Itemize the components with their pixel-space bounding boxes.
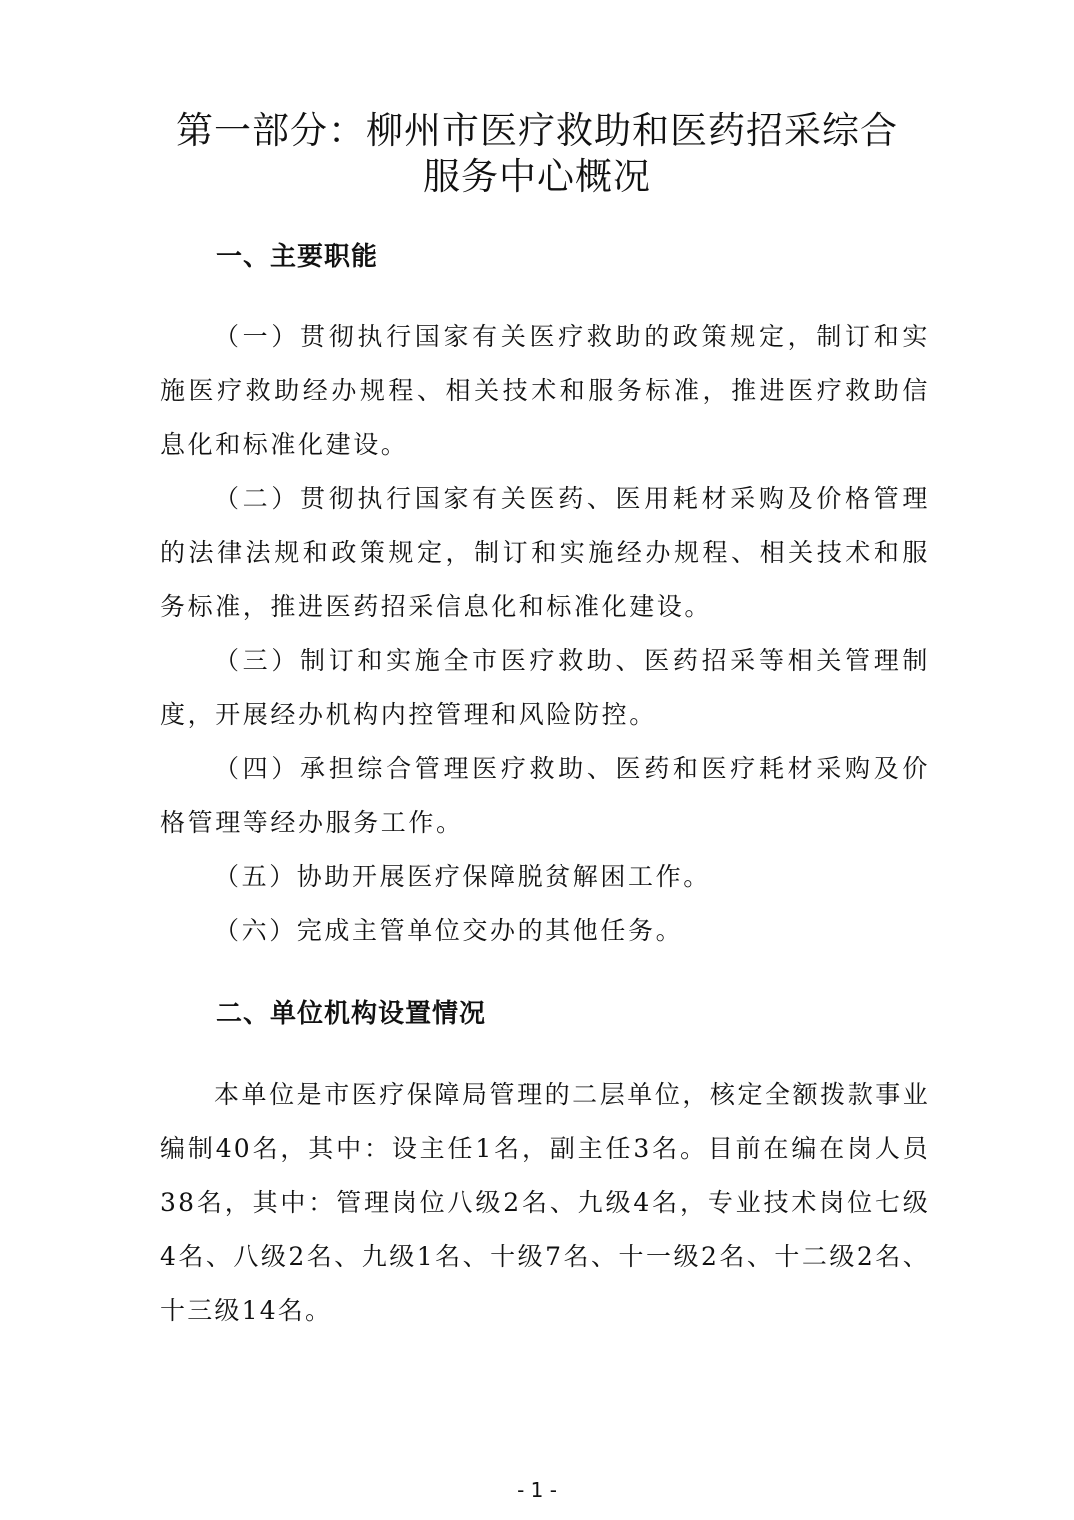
section-heading-main-functions: 一、主要职能 <box>216 242 379 272</box>
function-paragraph-3: （三）制订和实施全市医疗救助、医药招采等相关管理制度，开展经办机构内控管理和风险防控。 <box>160 646 930 729</box>
function-paragraph-5: （五）协助开展医疗保障脱贫解困工作。 <box>214 862 711 891</box>
page-number: - 1 - <box>517 1478 557 1502</box>
document-title-line2: 服务中心概况 <box>423 155 651 198</box>
organization-paragraph: 本单位是市医疗保障局管理的二层单位，核定全额拨款事业编制40名，其中：设主任1名，副主任3名。目前在编在岗人员38名，其中：管理岗位八级2名、九级4名，专业技术岗位七级4名、八级2名、九级1名、十级7名、十一级2名、十二级2名、十三级14名。 <box>160 1080 930 1325</box>
function-paragraph-6: （六）完成主管单位交办的其他任务。 <box>214 916 684 945</box>
document-title-line1: 第一部分：柳州市医疗救助和医药招采综合 <box>176 109 898 152</box>
function-paragraph-2: （二）贯彻执行国家有关医药、医用耗材采购及价格管理的法律法规和政策规定，制订和实施经办规程、相关技术和服务标准，推进医药招采信息化和标准化建设。 <box>160 484 930 621</box>
section-heading-organization: 二、单位机构设置情况 <box>216 999 487 1029</box>
function-paragraph-4: （四）承担综合管理医疗救助、医药和医疗耗材采购及价格管理等经办服务工作。 <box>160 754 930 837</box>
function-paragraph-1: （一）贯彻执行国家有关医疗救助的政策规定，制订和实施医疗救助经办规程、相关技术和服务标准，推进医疗救助信息化和标准化建设。 <box>160 322 930 459</box>
